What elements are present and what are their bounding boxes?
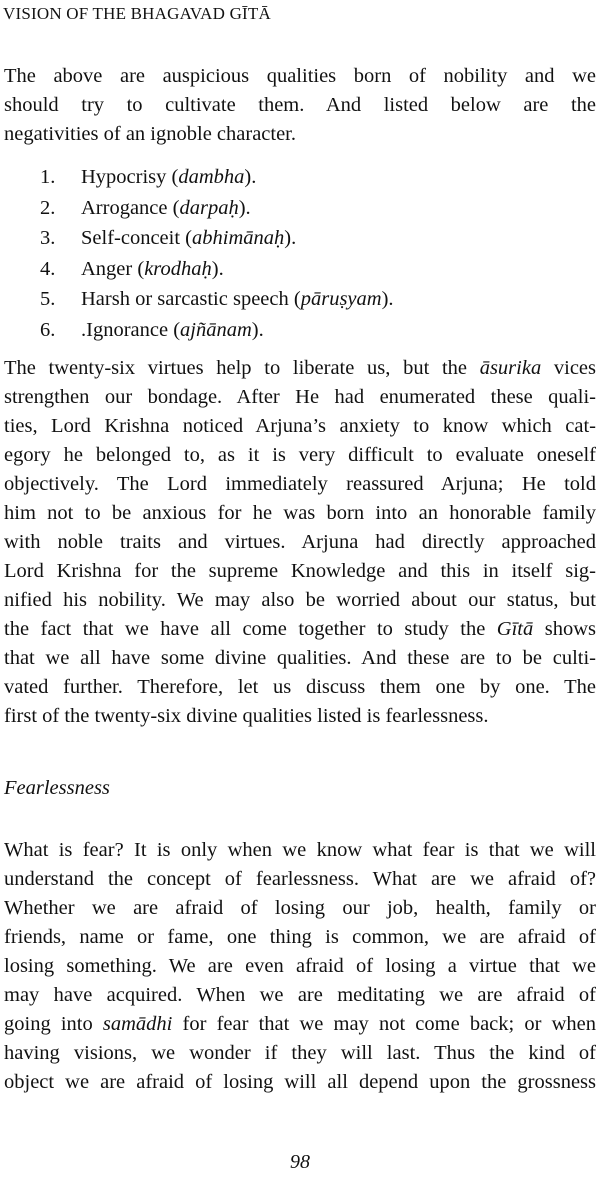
sanskrit-term: darpaḥ bbox=[179, 196, 239, 219]
text-line: that we all have some divine qualities. And these are to be culti- bbox=[4, 647, 596, 669]
text-line bbox=[4, 615, 596, 644]
text-run: for fear that we may not come back; or when bbox=[172, 1013, 597, 1035]
text-line: What is fear? It is only when we know what fear is that we will bbox=[4, 839, 596, 861]
text-line: The above are auspicious qualities born of nobility and we bbox=[4, 65, 596, 87]
intro-paragraph bbox=[4, 62, 596, 149]
text-line: egory he belonged to, as it is very difficult to evaluate oneself bbox=[4, 444, 596, 466]
sanskrit-term: samādhi bbox=[102, 1013, 173, 1035]
text-line: vated further. Therefore, let us discuss them one by one. The bbox=[4, 676, 596, 698]
list-label: Hypocrisy ( bbox=[81, 166, 179, 188]
section-heading: Fearlessness bbox=[4, 777, 110, 799]
list-label: Self-conceit ( bbox=[81, 227, 192, 250]
text-line bbox=[4, 354, 596, 383]
list-number: 4. bbox=[40, 257, 56, 280]
sanskrit-term: ajñānam bbox=[180, 318, 252, 341]
text-run: the fact that we have all come together to study the bbox=[4, 618, 497, 640]
sanskrit-term: abhimānaḥ bbox=[192, 227, 285, 250]
text-line: friends, name or fame, one thing is common, we are afraid of bbox=[4, 926, 596, 948]
text-line: with noble traits and virtues. Arjuna had directly approached bbox=[4, 531, 596, 553]
text-run: going into bbox=[4, 1013, 103, 1035]
sanskrit-term: pāruṣyam bbox=[300, 288, 382, 311]
text-line: nified his nobility. We may also be worried about our status, but bbox=[4, 589, 596, 611]
list-number: 5. bbox=[40, 288, 56, 311]
list-label: Harsh or sarcastic speech ( bbox=[81, 288, 301, 311]
list-tail: ). bbox=[211, 257, 224, 280]
list-tail: ). bbox=[244, 166, 257, 188]
list-tail: ). bbox=[284, 227, 297, 250]
sanskrit-term: āsurika bbox=[479, 357, 542, 379]
text-line: Whether we are afraid of losing our job, health, family or bbox=[4, 897, 596, 919]
text-line: having visions, we wonder if they will last. Thus the kind of bbox=[4, 1042, 596, 1064]
list-tail: ). bbox=[251, 318, 264, 341]
text-run: vices bbox=[541, 357, 596, 379]
book-title: Gītā bbox=[496, 618, 534, 640]
virtues-paragraph bbox=[4, 354, 596, 731]
list-item bbox=[40, 162, 394, 193]
running-head: VISION OF THE BHAGAVAD GĪTĀ bbox=[3, 4, 271, 23]
text-line: may have acquired. When we are meditating we are afraid of bbox=[4, 984, 596, 1006]
list-label: Anger ( bbox=[81, 257, 145, 280]
text-line: losing something. We are even afraid of losing a virtue that we bbox=[4, 955, 596, 977]
fear-paragraph bbox=[4, 836, 596, 1097]
list-item bbox=[40, 315, 394, 346]
sanskrit-term: krodhaḥ bbox=[144, 257, 212, 280]
list-number: 6. bbox=[40, 318, 56, 341]
list-number: 2. bbox=[40, 196, 56, 219]
text-line: first of the twenty-six divine qualities listed is fearlessness. bbox=[4, 705, 489, 727]
list-tail: ). bbox=[381, 288, 394, 311]
list-label: Arrogance ( bbox=[81, 196, 180, 219]
list-label: .Ignorance ( bbox=[81, 318, 181, 341]
list-item bbox=[40, 193, 394, 224]
sanskrit-term: dambha bbox=[178, 166, 245, 188]
text-line: understand the concept of fearlessness. What are we afraid of? bbox=[4, 868, 596, 890]
text-line: strengthen our bondage. After He had enumerated these quali- bbox=[4, 386, 596, 408]
text-line: him not to be anxious for he was born into an honorable family bbox=[4, 502, 596, 524]
list-tail: ). bbox=[238, 196, 251, 219]
negativities-list bbox=[40, 162, 394, 346]
list-number: 1. bbox=[40, 166, 56, 188]
text-run: shows bbox=[533, 618, 596, 640]
list-item bbox=[40, 284, 394, 315]
text-line: should try to cultivate them. And listed below are the bbox=[4, 94, 596, 116]
text-line: objectively. The Lord immediately reassured Arjuna; He told bbox=[4, 473, 596, 495]
text-run: The twenty-six virtues help to liberate us, but the bbox=[4, 357, 480, 379]
list-item bbox=[40, 254, 394, 285]
page-number: 98 bbox=[290, 1151, 310, 1173]
text-line: Lord Krishna for the supreme Knowledge and this in itself sig- bbox=[4, 560, 596, 582]
list-number: 3. bbox=[40, 227, 56, 250]
text-line: object we are afraid of losing will all depend upon the grossness bbox=[4, 1071, 596, 1093]
list-item bbox=[40, 223, 394, 254]
text-line bbox=[4, 1010, 596, 1039]
text-line: negativities of an ignoble character. bbox=[4, 123, 297, 145]
text-line: ties, Lord Krishna noticed Arjuna’s anxiety to know which cat- bbox=[4, 415, 596, 437]
